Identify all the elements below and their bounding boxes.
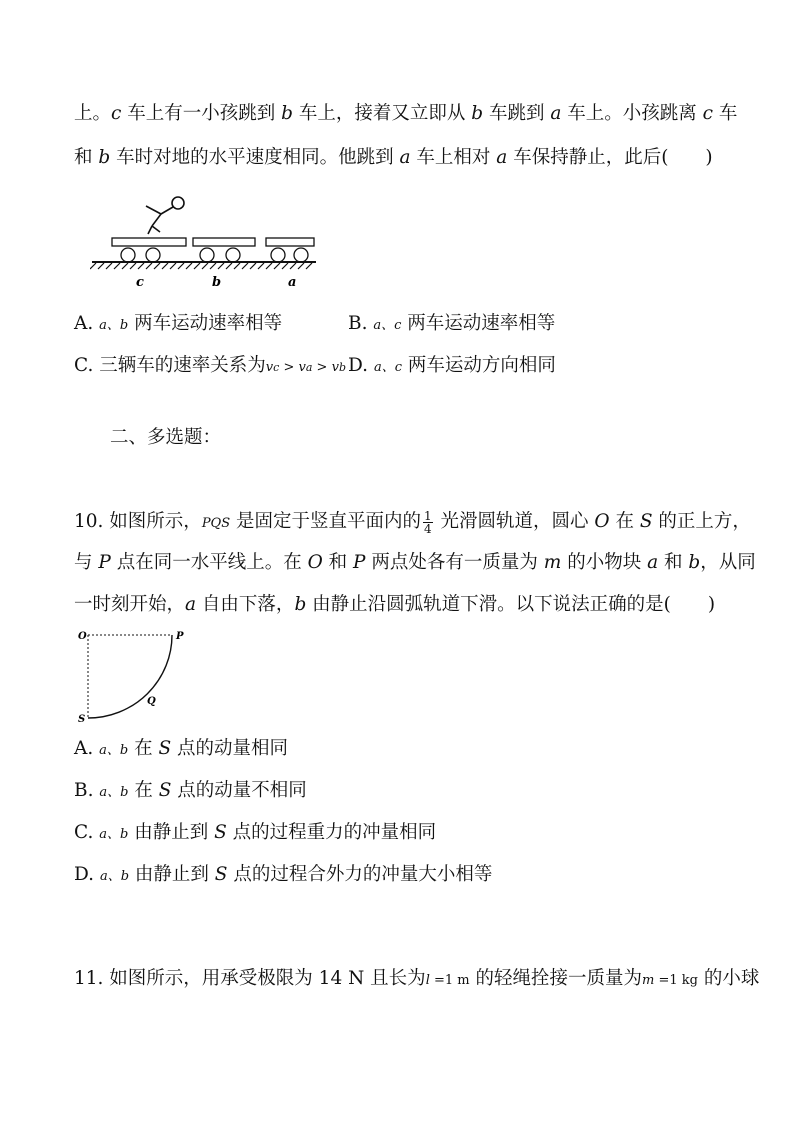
q11-line-1: 11. 如图所示，用承受极限为 14 N 且长为l =1 m 的轻绳拴接一质量为m =1 kg 的小球 (74, 968, 760, 989)
q10-line-2: 与 P 点在同一水平线上。在 O 和 P 两点处各有一质量为 m 的小物块 a 和 b，从同 (74, 552, 756, 573)
q10-option-d[interactable]: D. a、b 由静止到 S 点的过程合外力的冲量大小相等 (74, 864, 493, 885)
cart-c (112, 238, 186, 262)
label-p: P (176, 631, 184, 642)
q10-line-1: 10. 如图所示，PQS 是固定于竖直平面内的 $\frac{1}{4}$ 光滑圆轨道，圆心 O 在 S 的正上方， (74, 508, 751, 536)
cart-label-a: a (288, 275, 297, 290)
q9-option-a[interactable]: A. a、b 两车运动速率相等 (74, 313, 283, 334)
section-heading: 二、多选题： (110, 427, 222, 448)
q10-option-c[interactable]: C. a、b 由静止到 S 点的过程重力的冲量相同 (74, 822, 437, 843)
cart-a (266, 238, 314, 262)
fraction-one-quarter: $\frac{1}{4}$ (424, 508, 432, 536)
q9-line-1: 上。c 车上有一小孩跳到 b 车上，接着又立即从 b 车跳到 a 车上。小孩跳离 c 车 (74, 103, 738, 124)
cart-b (193, 238, 255, 262)
label-o: O (78, 631, 87, 642)
cart-label-b: b (212, 275, 222, 290)
label-q: Q (147, 696, 156, 707)
ground (90, 262, 316, 269)
arc-track (88, 635, 172, 718)
cart-label-c: c (136, 275, 144, 290)
q9-option-c[interactable]: C. 三辆车的速率关系为vc > va > vb (74, 355, 346, 376)
q9-option-d[interactable]: D. a、c 两车运动方向相同 (348, 355, 556, 376)
q10-option-b[interactable]: B. a、b 在 S 点的动量不相同 (74, 780, 307, 801)
quarter-circle-figure (74, 626, 194, 726)
q10-option-a[interactable]: A. a、b 在 S 点的动量相同 (74, 738, 289, 759)
child-figure (146, 197, 184, 234)
label-s: S (78, 714, 86, 725)
carts-figure (90, 192, 320, 292)
q10-line-3: 一时刻开始，a 自由下落，b 由静止沿圆弧轨道下滑。以下说法正确的是( ) (74, 594, 716, 615)
q9-line-2: 和 b 车时对地的水平速度相同。他跳到 a 车上相对 a 车保持静止，此后( ) (74, 147, 713, 168)
q9-option-b[interactable]: B. a、c 两车运动速率相等 (348, 313, 556, 334)
